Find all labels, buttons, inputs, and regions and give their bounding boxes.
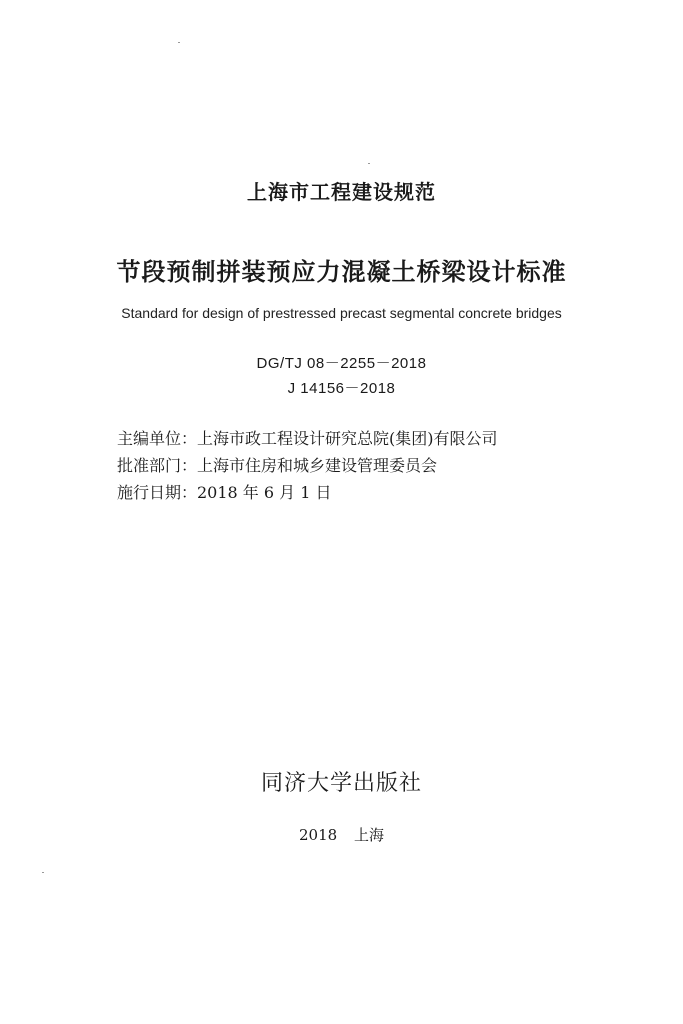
standard-code-dg: DG/TJ 08－2255－2018 [256,355,427,372]
document-title-en: Standard for design of prestressed precast segmental concrete bridges [121,305,562,321]
publisher-name: 同济大学出版社 [260,771,422,796]
scan-speck [42,872,44,873]
scan-speck [368,163,370,164]
scan-speck [178,42,180,43]
series-title: 上海市工程建设规范 [247,180,436,204]
chief-editor-unit: 主编单位：上海市政工程设计研究总院(集团)有限公司 [117,429,498,448]
document-title-cn: 节段预制拼装预应力混凝土桥梁设计标准 [116,258,567,286]
approving-department: 批准部门：上海市住房和城乡建设管理委员会 [117,456,438,475]
effective-date: 施行日期：2018 年 6 月 1 日 [117,483,332,502]
publication-year-place: 2018 上海 [299,826,384,844]
standard-code-j: J 14156－2018 [287,380,396,397]
